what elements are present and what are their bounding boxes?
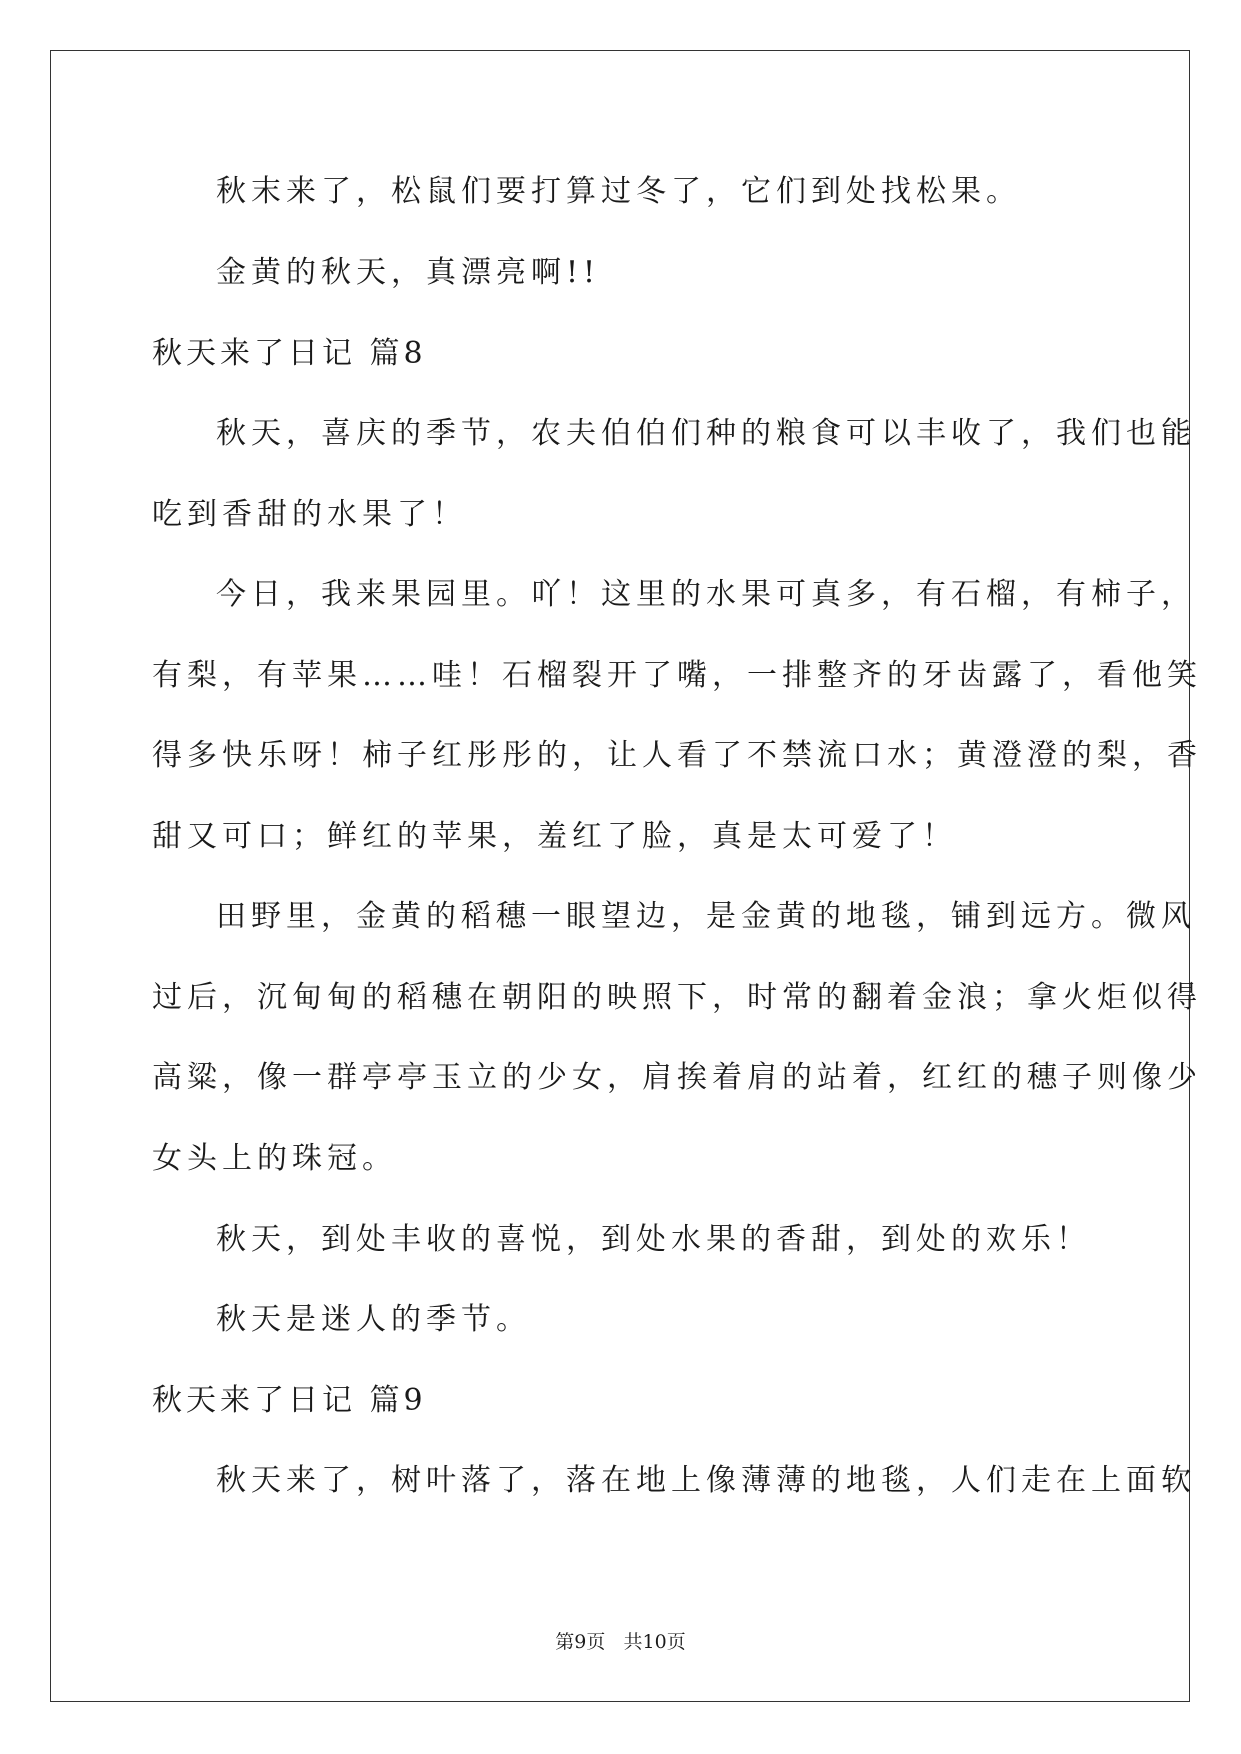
paragraph-line: 有梨，有苹果……哇！石榴裂开了嘴，一排整齐的牙齿露了，看他笑 (152, 658, 1202, 693)
paragraph-line: 秋天，喜庆的季节，农夫伯伯们种的粮食可以丰收了，我们也能 (216, 416, 1196, 451)
paragraph-line: 吃到香甜的水果了！ (152, 497, 467, 532)
section-heading: 秋天来了日记 篇9 (152, 1383, 427, 1418)
paragraph-line: 过后，沉甸甸的稻穗在朝阳的映照下，时常的翻着金浪；拿火炬似得 (152, 980, 1202, 1015)
paragraph-line: 秋天来了，树叶落了，落在地上像薄薄的地毯，人们走在上面软 (216, 1463, 1196, 1498)
paragraph-line: 金黄的秋天，真漂亮啊!! (216, 255, 601, 290)
paragraph-line: 得多快乐呀！柿子红彤彤的，让人看了不禁流口水；黄澄澄的梨，香 (152, 738, 1202, 773)
paragraph-line: 田野里，金黄的稻穗一眼望边，是金黄的地毯，铺到远方。微风 (216, 899, 1196, 934)
page-number: 第9页 (555, 1631, 606, 1653)
page-total: 共10页 (623, 1631, 686, 1653)
paragraph-line: 高粱，像一群亭亭玉立的少女，肩挨着肩的站着，红红的穗子则像少 (152, 1060, 1202, 1095)
paragraph-line: 今日，我来果园里。吖！这里的水果可真多，有石榴，有柿子， (216, 577, 1196, 612)
paragraph-line: 女头上的珠冠。 (152, 1141, 397, 1176)
paragraph-line: 秋天，到处丰收的喜悦，到处水果的香甜，到处的欢乐！ (216, 1222, 1091, 1257)
paragraph-line: 甜又可口；鲜红的苹果，羞红了脸，真是太可爱了！ (152, 819, 957, 854)
section-heading: 秋天来了日记 篇8 (152, 336, 427, 371)
paragraph-line: 秋末来了，松鼠们要打算过冬了，它们到处找松果。 (216, 174, 1021, 209)
page-frame (50, 50, 1202, 1702)
page-footer (0, 1630, 1241, 1654)
paragraph-line: 秋天是迷人的季节。 (216, 1302, 531, 1337)
